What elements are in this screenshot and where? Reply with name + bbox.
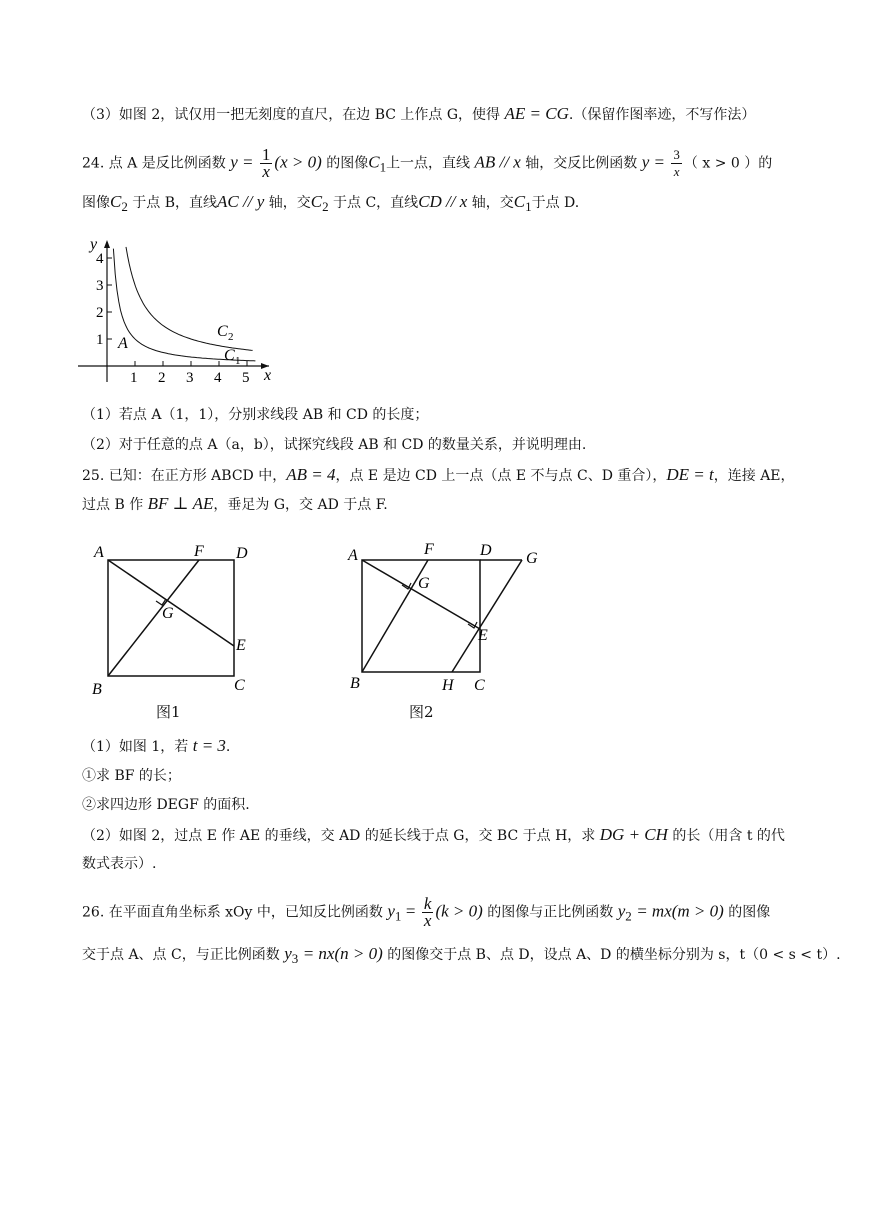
q24-sub1: （1）若点 A（1，1），分别求线段 AB 和 CD 的长度； — [82, 407, 429, 423]
q26-k-frac — [422, 896, 434, 929]
q24-ab-par: AB // x — [474, 152, 521, 172]
ytick-3: 3 — [96, 278, 104, 294]
q24-graph — [72, 232, 282, 387]
fig2-caption: 图2 — [409, 703, 434, 721]
q24-text3: 上一点，直线 — [386, 155, 471, 172]
fig1-label-a: A — [94, 544, 104, 561]
q24-l2b: 于点 B，直线 — [132, 195, 218, 211]
ytick-4: 4 — [96, 251, 104, 267]
q25-s1-i: ①求 BF 的长； — [82, 768, 181, 784]
fig1-label-f: F — [194, 543, 204, 560]
fig1-caption: 图1 — [156, 703, 181, 721]
figure-2 — [338, 538, 548, 698]
x-ticks — [130, 361, 250, 386]
xtick-5: 5 — [242, 370, 250, 386]
q24-c2-sub: 2 — [121, 198, 128, 214]
q26-eq: = — [405, 901, 416, 921]
q23-part3-tail: .（保留作图率迹，不写作法） — [568, 107, 756, 123]
fig2-line-gh — [452, 560, 522, 672]
fig1-line-bf — [108, 560, 199, 676]
q26-l2a: 交于点 A、点 C，与正比例函数 — [82, 947, 280, 963]
fig2-label-h: H — [442, 677, 454, 694]
q24-text1: 24. 点 A 是反比例函数 — [82, 155, 226, 172]
q26-y1: y — [387, 901, 395, 921]
q25-s2a: （2）如图 2，过点 E 作 AE 的垂线，交 AD 的延长线于点 G，交 BC 于点 H，求 — [82, 828, 596, 844]
ytick-1: 1 — [96, 332, 104, 348]
q26-y2: y — [617, 901, 626, 921]
q26-k-num: k — [423, 894, 432, 913]
xtick-1: 1 — [130, 370, 138, 386]
q24-c1-sub: 1 — [379, 159, 387, 175]
q25-s1b: . — [225, 739, 231, 755]
q24-line2 — [82, 192, 579, 217]
q24-l2d: 于点 C，直线 — [333, 195, 419, 211]
q26-k-den: x — [423, 911, 432, 930]
q24-l2f: 于点 D. — [531, 195, 580, 211]
q24-f1-den: x — [262, 162, 270, 181]
q25-l1c: ，连接 AE， — [713, 468, 795, 484]
fig2-label-g: G — [418, 575, 430, 592]
x-axis-label: x — [264, 367, 272, 384]
q25-l2-math: BF ⊥ AE — [147, 494, 214, 513]
q25-s2-math: DG + CH — [599, 825, 668, 844]
q25-s1-ii: ②求四边形 DEGF 的面积. — [82, 797, 250, 813]
q25-s2c: 数式表示）. — [82, 856, 157, 872]
q24-sub2: （2）对于任意的点 A（a，b），试探究线段 AB 和 CD 的数量关系，并说明理由. — [82, 437, 587, 453]
q26-k-cond: (k > 0) — [435, 901, 483, 921]
fig1-label-g: G — [162, 605, 174, 622]
fig2-label-b: B — [350, 675, 360, 692]
label-c1: C — [224, 347, 235, 364]
q24-f2-num: 3 — [673, 147, 680, 162]
q26-l1a: 26. 在平面直角坐标系 xOy 中，已知反比例函数 — [82, 904, 383, 921]
q24-c2: C — [110, 192, 122, 211]
fig2-label-g-ext: G — [526, 550, 538, 567]
q24-f2-den: x — [673, 164, 680, 179]
q24-text4: 轴，交反比例函数 — [525, 155, 638, 172]
q25-sub2 — [82, 825, 785, 846]
y-axis-label: y — [90, 236, 98, 253]
curve-c1 — [113, 249, 255, 361]
q25-l1-math: AB = 4 — [286, 465, 336, 484]
ytick-2: 2 — [96, 305, 104, 321]
xtick-2: 2 — [158, 370, 166, 386]
q26-y2-sub: 2 — [625, 908, 632, 924]
q26-line2 — [82, 944, 841, 969]
label-c1-sub: 1 — [235, 355, 241, 367]
curve-c2 — [126, 247, 253, 351]
q24-l2c: 轴，交 — [268, 195, 311, 211]
q24-c2b: C — [310, 192, 323, 211]
q25-l1b: ，点 E 是边 CD 上一点（点 E 不与点 C、D 重合）， — [335, 468, 667, 484]
q25-sub1 — [82, 736, 230, 757]
q25-line2 — [82, 494, 388, 515]
q24-f2-cond: （ x > 0 ）的 — [683, 155, 773, 172]
xtick-4: 4 — [214, 370, 222, 386]
q26-y3-rhs: = nx(n > 0) — [302, 944, 383, 963]
fig2-label-c: C — [474, 677, 485, 694]
q25-s1-math: t = 3 — [192, 736, 226, 755]
q26-l1c: 的图像 — [728, 904, 771, 921]
q25-l1a: 25. 已知：在正方形 ABCD 中， — [82, 468, 287, 484]
fig1-label-d: D — [236, 545, 248, 562]
fig2-label-a: A — [348, 547, 358, 564]
fig2-label-d: D — [480, 542, 492, 559]
fig2-label-f: F — [424, 541, 434, 558]
q24-f1-cond: (x > 0) — [274, 152, 322, 172]
q26-y3-sub: 3 — [291, 950, 299, 966]
figure-1 — [86, 538, 261, 698]
q23-part3-math: AE = CG — [504, 104, 569, 123]
q24-c1b: C — [513, 192, 526, 211]
q25-l2b: ，垂足为 G，交 AD 于点 F. — [213, 497, 388, 513]
q24-c1: C — [368, 152, 380, 172]
q24-f2-frac — [671, 147, 682, 180]
label-c2: C — [217, 323, 228, 340]
q24-line1 — [82, 147, 772, 180]
q25-line1 — [82, 465, 795, 486]
q26-y2-rhs: = mx(m > 0) — [636, 901, 724, 921]
q24-l2a: 图像 — [82, 195, 110, 211]
fig1-label-c: C — [234, 677, 245, 694]
q26-line1 — [82, 896, 770, 929]
q24-l2e: 轴，交 — [471, 195, 514, 211]
y-ticks — [96, 251, 112, 348]
q24-ac-par: AC // y — [217, 192, 265, 211]
q25-s2b: 的长（用含 t 的代 — [672, 828, 785, 844]
label-a: A — [118, 335, 128, 352]
q23-part3-text: （3）如图 2，试仅用一把无刻度的直尺，在边 BC 上作点 G，使得 — [82, 107, 501, 123]
q24-cd-par: CD // x — [418, 192, 468, 211]
q26-y3: y — [284, 944, 292, 963]
fig1-line-ae — [108, 560, 234, 646]
q26-l1b: 的图像与正比例函数 — [487, 904, 614, 921]
fig1-label-e: E — [236, 637, 246, 654]
xtick-3: 3 — [186, 370, 194, 386]
q24-c1b-sub: 1 — [525, 198, 532, 214]
q25-l2a: 过点 B 作 — [82, 497, 144, 513]
fig1-label-b: B — [92, 681, 102, 698]
q25-l1-math2: DE = t — [666, 465, 714, 484]
q24-f1-frac — [260, 147, 273, 180]
q26-l2b: 的图像交于点 B、点 D，设点 A、D 的横坐标分别为 s，t（0 < s < t）. — [387, 947, 841, 963]
q23-part3 — [82, 104, 755, 125]
q24-f1-num: 1 — [261, 145, 271, 164]
y-axis-arrow — [104, 240, 110, 248]
label-c2-sub: 2 — [228, 331, 234, 343]
q24-c2b-sub: 2 — [322, 198, 329, 214]
fig2-label-e: E — [478, 627, 488, 644]
q26-y1-sub: 1 — [394, 908, 402, 924]
q24-f1-lhs: y = — [230, 152, 254, 172]
q24-f2-lhs: y = — [641, 152, 665, 172]
q24-text2: 的图像 — [326, 155, 369, 172]
fig2-line-ae — [362, 560, 480, 629]
q25-s1a: （1）如图 1，若 — [82, 739, 189, 755]
